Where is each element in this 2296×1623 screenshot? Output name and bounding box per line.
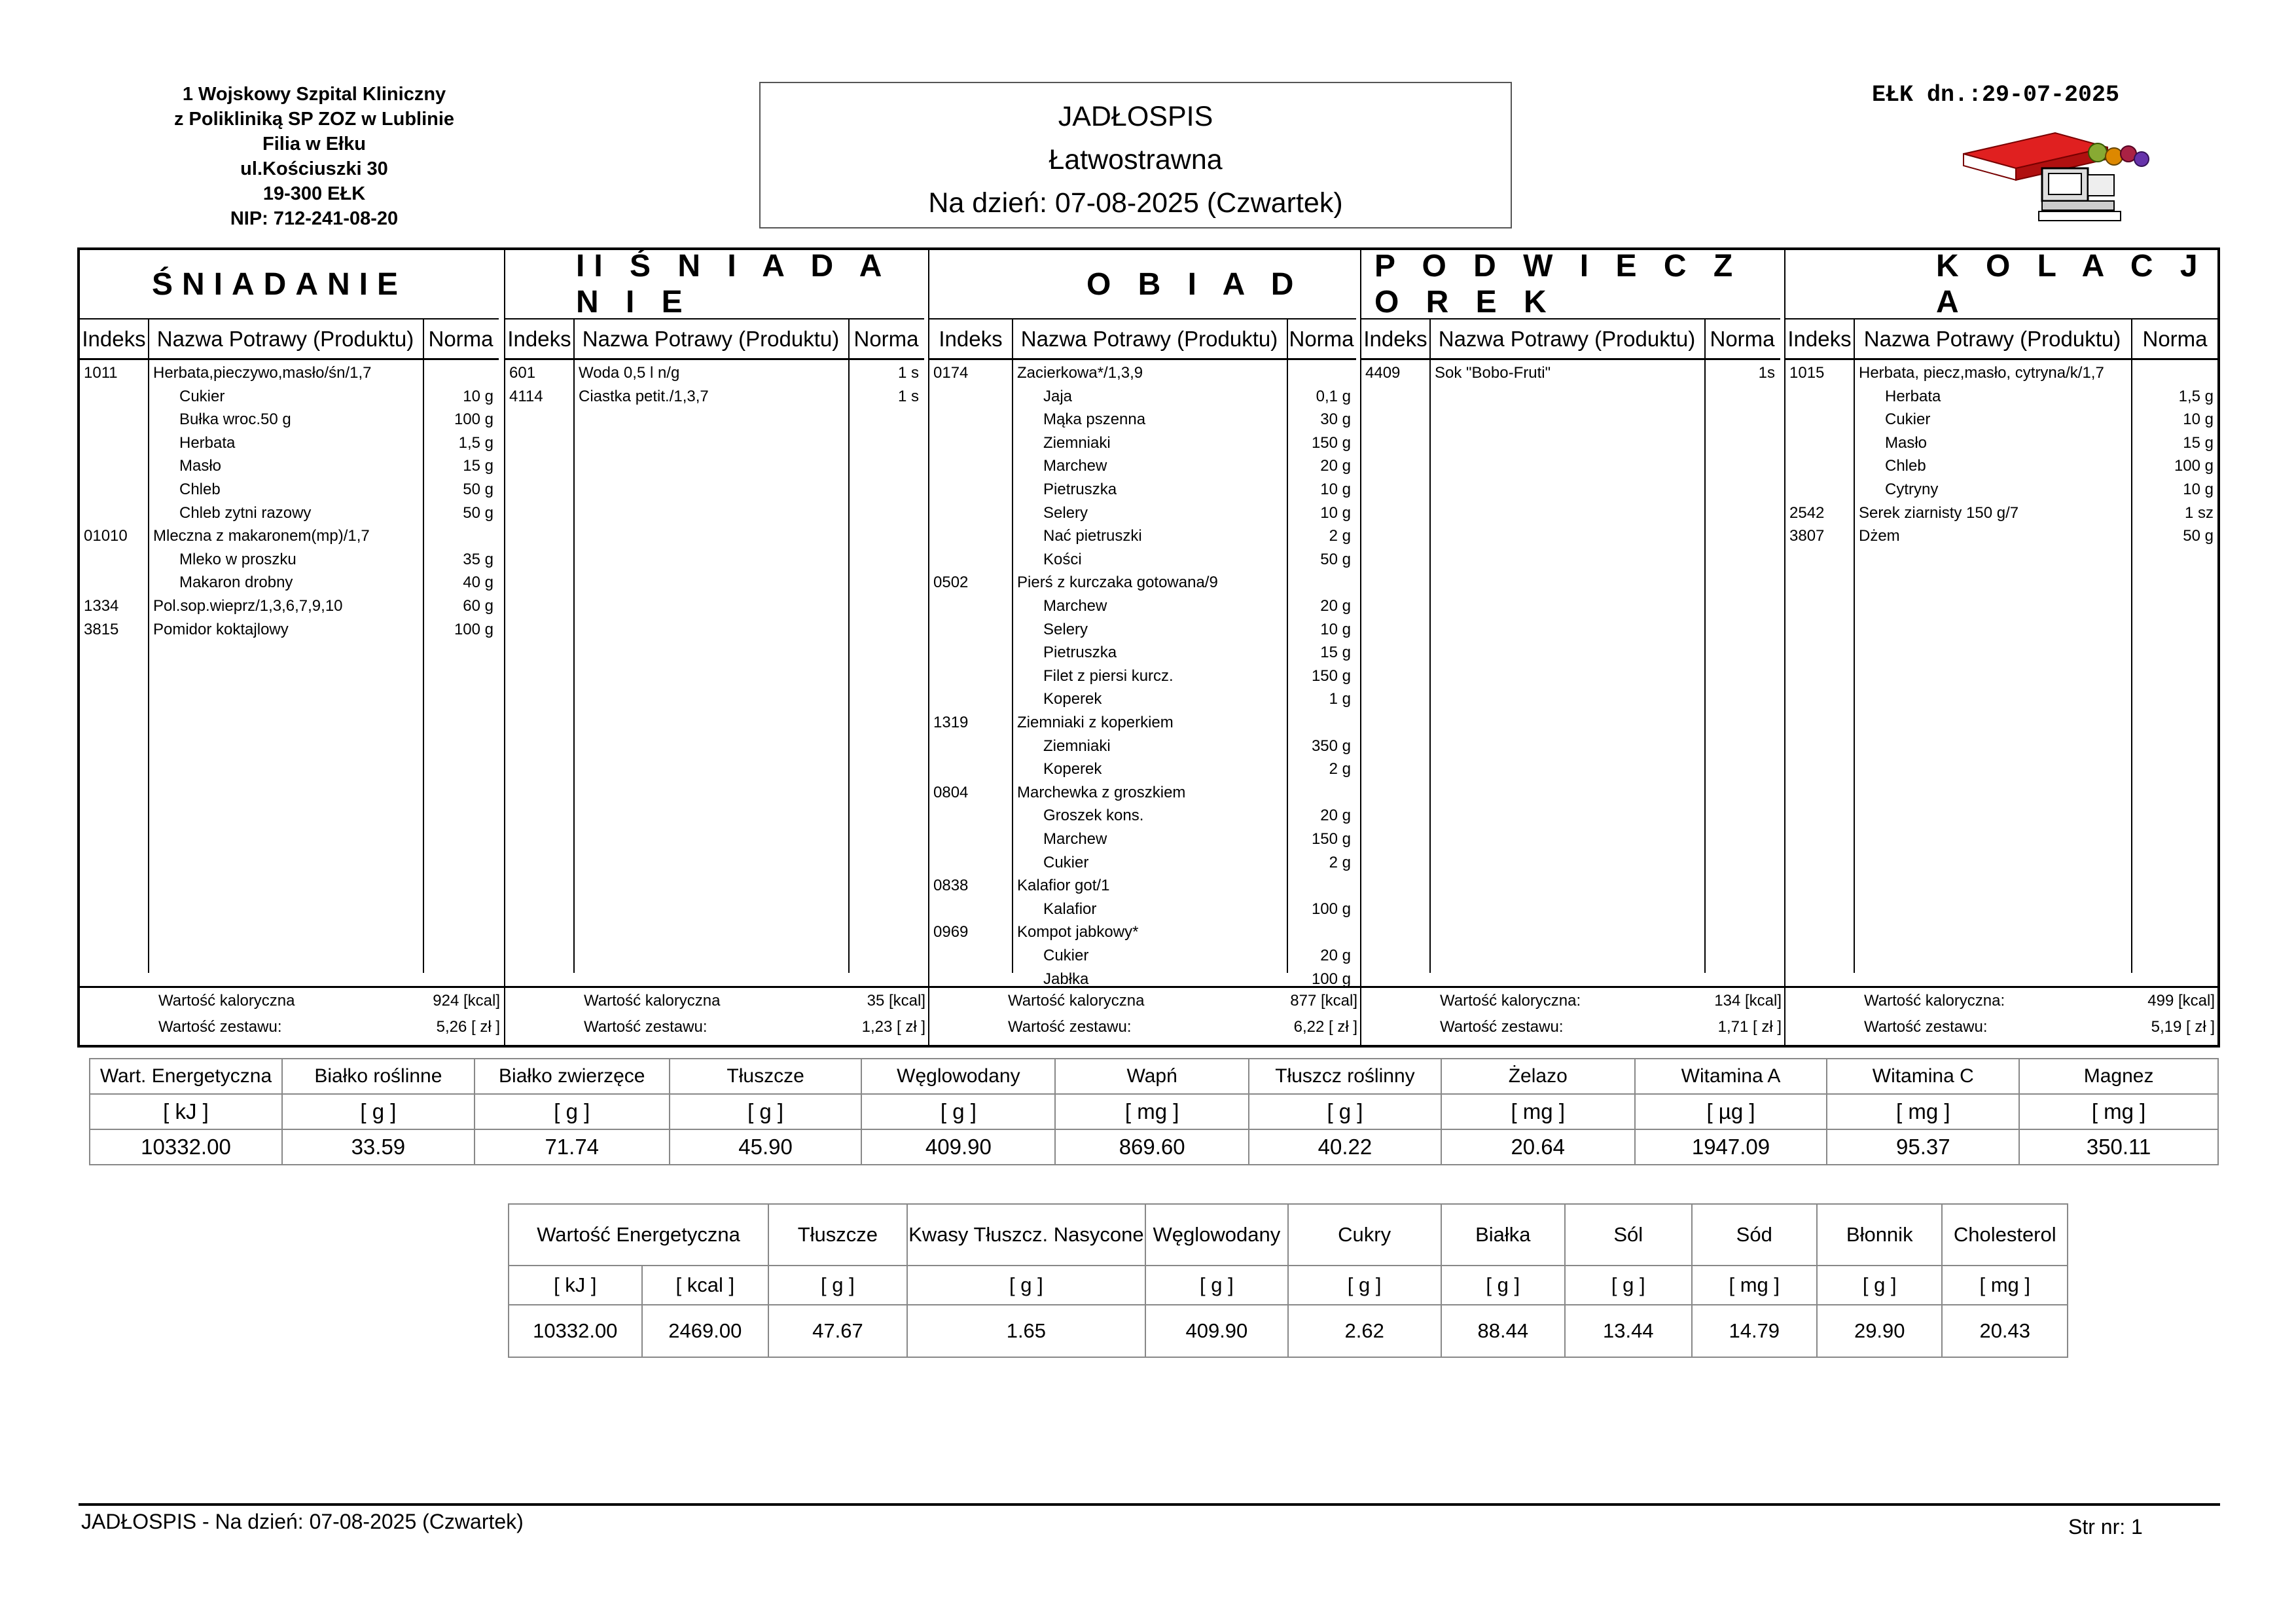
nutrients-header-row [90,1059,2218,1094]
nutrient-header: Żelazo [1441,1059,1635,1094]
ingredient-norm [1289,711,1351,735]
dish-index [933,594,1011,618]
column-divider [1287,318,1288,973]
fact-value: 20.43 [1942,1305,2068,1357]
cost-value: 1,71 [ zł ] [1717,1018,1782,1036]
column-header-name: Nazwa Potrawy (Produktu) [1854,318,2131,360]
hospital-line: ul.Kościuszki 30 [240,158,388,179]
nutrient-header: Białko roślinne [282,1059,475,1094]
dish-name: Dżem [1859,527,1900,545]
nutrient-header: Węglowodany [861,1059,1055,1094]
dish-index [84,431,147,455]
dish-index [1789,478,1852,501]
nutrient-value: 20.64 [1441,1129,1635,1165]
nutrient-header: Białko zwierzęce [475,1059,670,1094]
cost-label: Wartość zestawu: [584,1018,708,1036]
ingredient-norm: 40 g [463,574,493,592]
ingredient-norm: 1 s [897,387,919,405]
ingredient-norm: 100 g [1311,970,1351,988]
dish-index [933,687,1011,711]
book-computer-logo [1957,128,2173,226]
meal-title: O B I A D [1086,266,1303,302]
nutrient-unit: [ g ] [670,1094,862,1129]
column-divider [148,318,149,973]
dish-index: 0838 [933,877,969,895]
nutrition-facts-table [508,1203,2068,1358]
ingredient-norm: 150 g [1311,830,1351,848]
ingredient-name: Cukier [1043,853,1089,871]
calorie-value: 499 [kcal] [2147,992,2215,1010]
fact-unit: [ kJ ] [509,1266,642,1305]
dish-index: 1319 [933,714,969,731]
fact-unit: [ g ] [1145,1266,1288,1305]
nutrient-unit: [ mg ] [1441,1094,1635,1129]
dish-index [933,454,1011,478]
dish-index [84,454,147,478]
ingredient-norm: 10 g [1320,481,1351,498]
ingredient-norm: 150 g [1311,666,1351,685]
dish-index: 0502 [933,574,969,592]
hospital-line: 19-300 EŁK [262,183,366,204]
ingredient-norm: 100 g [2174,457,2214,475]
dish-name: Serek ziarnisty 150 g/7 [1859,503,2019,522]
column-header-norm: Norma [423,318,499,360]
ingredient-norm: 1 g [1329,690,1351,708]
ingredient-name: Ziemniaki [1043,737,1111,755]
hospital-line: 1 Wojskowy Szpital Kliniczny [182,84,446,105]
ingredient-norm [2134,361,2214,385]
ingredient-norm: 1 s [897,364,919,382]
ingredient-norm: 10 g [463,387,493,405]
dish-index: 2542 [1789,503,1825,522]
dish-name: Pomidor koktajlowy [153,620,289,638]
ingredient-name: Masło [179,457,222,475]
ingredient-norm: 15 g [463,457,493,475]
ingredient-name: Filet z piersi kurcz. [1043,666,1174,685]
ingredient-name: Koperek [1043,690,1102,708]
dish-index: 3807 [1789,527,1825,545]
dish-name: Kalafior got/1 [1017,877,1110,895]
ingredient-name: Jaja [1043,387,1073,405]
facts-value-row [509,1305,2068,1357]
ingredient-norm [1289,921,1351,944]
dish-index [933,548,1011,572]
cost-value: 5,19 [ zł ] [2151,1018,2215,1036]
cost-value: 5,26 [ zł ] [436,1018,500,1036]
hospital-address [118,82,511,231]
nutrient-value: 409.90 [861,1129,1055,1165]
column-header-index: Indeks [1785,318,1854,360]
fact-unit: [ g ] [1288,1266,1441,1305]
footer-divider [79,1503,2220,1506]
ingredient-norm: 50 g [463,481,493,498]
dish-index [933,618,1011,642]
ingredient-name: Marchew [1043,830,1107,848]
column-header-index: Indeks [80,318,148,360]
ingredient-name: Pietruszka [1043,644,1117,662]
column-header-norm: Norma [848,318,924,360]
issue-date: EŁK dn.:29-07-2025 [1872,82,2120,108]
dish-name: Woda 0,5 l n/g [579,364,680,382]
dish-index [933,944,1011,968]
ingredient-norm: 15 g [1320,644,1351,662]
ingredient-name: Masło [1885,433,1928,452]
dish-index: 4114 [509,387,543,405]
nutrient-value: 40.22 [1249,1129,1441,1165]
fact-header: Białka [1441,1204,1565,1266]
fact-header: Błonnik [1817,1204,1942,1266]
dish-index: 3815 [84,620,119,638]
calorie-value: 877 [kcal] [1290,992,1357,1010]
fact-value: 13.44 [1565,1305,1692,1357]
column-divider [848,318,850,973]
meal-summary [1361,986,1785,1045]
dish-index [1789,431,1852,455]
ingredient-name: Kości [1043,550,1082,568]
column-divider [1012,318,1013,973]
fact-header: Sód [1692,1204,1817,1266]
title-box [759,82,1512,228]
nutrient-unit: [ mg ] [2019,1094,2218,1129]
dish-name: Mleczna z makaronem(mp)/1,7 [153,527,370,545]
dish-index [1789,408,1852,431]
ingredient-name: Kalafior [1043,900,1097,918]
ingredient-norm [1289,571,1351,594]
nutrient-value: 95.37 [1827,1129,2019,1165]
dish-name: Pierś z kurczaka gotowana/9 [1017,574,1218,592]
fact-header: Tłuszcze [768,1204,907,1266]
column-divider [2131,318,2132,973]
ingredient-name: Mąka pszenna [1043,410,1146,429]
nutrient-unit: [ µg ] [1635,1094,1827,1129]
dish-index [933,804,1011,828]
dish-index [84,548,147,572]
fact-unit: [ mg ] [1692,1266,1817,1305]
nutrient-value: 71.74 [475,1129,670,1165]
ingredient-norm [425,361,493,385]
dish-index [84,571,147,594]
calorie-value: 924 [kcal] [433,992,500,1010]
dish-index [1789,454,1852,478]
ingredient-name: Jabłka [1043,970,1089,988]
dish-name: Ziemniaki z koperkiem [1017,714,1174,731]
fact-header: Cukry [1288,1204,1441,1266]
nutrients-unit-row [90,1094,2218,1129]
fact-header: Wartość Energetyczna [509,1204,768,1266]
dish-index: 4409 [1365,364,1401,382]
ingredient-norm: 50 g [463,503,493,522]
menu-table [77,247,2220,1048]
ingredient-name: Selery [1043,620,1088,638]
dish-index: 1011 [84,364,118,382]
dish-index [933,665,1011,688]
ingredient-norm [425,524,493,548]
menu-date: Na dzień: 07-08-2025 (Czwartek) [928,187,1343,219]
diet-name: Łatwostrawna [1049,144,1223,175]
column-header-name: Nazwa Potrawy (Produktu) [573,318,848,360]
dish-index [933,478,1011,501]
cost-label: Wartość zestawu: [1864,1018,1988,1036]
dish-index: 1015 [1789,364,1825,382]
ingredient-norm: 1,5 g [2178,387,2214,405]
nutrient-value: 33.59 [282,1129,475,1165]
dish-index [1789,385,1852,409]
ingredient-name: Herbata [179,433,236,452]
meal-section [1784,250,2217,1045]
ingredient-norm: 20 g [1320,807,1351,825]
dish-index [84,501,147,525]
ingredient-norm: 20 g [1320,457,1351,475]
dish-index: 0969 [933,923,969,941]
nutrients-table [89,1058,2219,1165]
nutrient-header: Tłuszcze [670,1059,862,1094]
meal-section [928,250,1360,1045]
meal-title: II Ś N I A D A N I E [576,249,890,319]
footer-title: JADŁOSPIS - Na dzień: 07-08-2025 (Czwartek) [81,1510,524,1533]
ingredient-name: Marchew [1043,597,1107,615]
nutrient-unit: [ g ] [282,1094,475,1129]
fact-unit: [ g ] [1441,1266,1565,1305]
nutrient-unit: [ g ] [1249,1094,1441,1129]
dish-index: 0804 [933,783,969,801]
ingredient-norm [1289,781,1351,805]
fact-value: 47.67 [768,1305,907,1357]
nutrient-value: 45.90 [670,1129,862,1165]
ingredient-name: Koperek [1043,760,1102,778]
column-divider [423,318,424,973]
nutrient-unit: [ g ] [861,1094,1055,1129]
ingredient-norm: 1s [1758,364,1775,382]
meal-title: ŚNIADANIE [152,266,408,302]
calorie-label: Wartość kaloryczna: [1440,992,1581,1010]
dish-index: 1334 [84,597,119,615]
dish-index [933,524,1011,548]
ingredient-norm: 20 g [1320,947,1351,964]
fact-unit: [ kcal ] [642,1266,769,1305]
column-header-index: Indeks [505,318,573,360]
facts-unit-row [509,1266,2068,1305]
nutrient-unit: [ mg ] [1055,1094,1249,1129]
nutrient-header: Witamina A [1635,1059,1827,1094]
cost-value: 6,22 [ zł ] [1293,1018,1357,1036]
ingredient-norm: 2 g [1329,527,1351,545]
nutrient-unit: [ mg ] [1827,1094,2019,1129]
column-header-name: Nazwa Potrawy (Produktu) [1429,318,1704,360]
ingredient-norm: 10 g [1320,503,1351,522]
dish-name: Pol.sop.wieprz/1,3,6,7,9,10 [153,597,343,615]
fact-value: 29.90 [1817,1305,1942,1357]
dish-name: Herbata,pieczywo,masło/śn/1,7 [153,364,372,382]
ingredient-name: Selery [1043,503,1088,522]
ingredient-norm: 30 g [1320,410,1351,429]
dish-name: Zacierkowa*/1,3,9 [1017,364,1143,382]
ingredient-name: Cukier [1043,947,1089,964]
ingredient-norm: 60 g [463,597,493,615]
ingredient-name: Cukier [179,387,225,405]
dish-index [933,851,1011,875]
ingredient-name: Pietruszka [1043,481,1117,498]
fact-value: 88.44 [1441,1305,1565,1357]
hospital-line: NIP: 712-241-08-20 [230,208,399,229]
fact-header: Kwasy Tłuszcz. Nasycone [907,1204,1145,1266]
nutrient-unit: [ g ] [475,1094,670,1129]
nutrient-value: 10332.00 [90,1129,282,1165]
ingredient-name: Cytryny [1885,481,1939,498]
ingredient-norm: 100 g [454,620,493,638]
dish-index: 601 [509,364,536,382]
calorie-label: Wartość kaloryczna [158,992,295,1010]
cost-label: Wartość zestawu: [1440,1018,1564,1036]
nutrient-header: Tłuszcz roślinny [1249,1059,1441,1094]
fact-value: 409.90 [1145,1305,1288,1357]
nutrient-header: Magnez [2019,1059,2218,1094]
ingredient-name: Cukier [1885,410,1931,429]
ingredient-name: Mleko w proszku [179,550,296,568]
column-header-name: Nazwa Potrawy (Produktu) [148,318,423,360]
ingredient-norm [1289,874,1351,898]
fact-header: Węglowodany [1145,1204,1288,1266]
column-header-name: Nazwa Potrawy (Produktu) [1012,318,1287,360]
ingredient-norm: 20 g [1320,597,1351,615]
ingredient-norm: 10 g [2183,410,2214,429]
column-header-norm: Norma [1704,318,1780,360]
dish-index [933,408,1011,431]
dish-index [933,641,1011,665]
dish-index: 0174 [933,364,969,382]
fact-header: Sól [1565,1204,1692,1266]
ingredient-name: Makaron drobny [179,574,293,592]
ingredient-norm: 1,5 g [458,433,493,452]
ingredient-norm: 100 g [454,410,493,429]
ingredient-norm: 10 g [2183,481,2214,498]
dish-name: Ciastka petit./1,3,7 [579,387,709,405]
ingredient-norm: 100 g [1311,900,1351,918]
cost-label: Wartość zestawu: [158,1018,282,1036]
ingredient-norm: 0,1 g [1316,387,1351,405]
fact-unit: [ g ] [1565,1266,1692,1305]
dish-index [933,431,1011,455]
page-title: JADŁOSPIS [1058,101,1213,132]
dish-index [84,385,147,409]
column-divider [573,318,575,973]
ingredient-norm: 2 g [1329,760,1351,778]
fact-value: 14.79 [1692,1305,1817,1357]
column-header-index: Indeks [1361,318,1429,360]
facts-header-row [509,1204,2068,1266]
meal-section [80,250,504,1045]
dish-name: Kompot jabkowy* [1017,923,1139,941]
hospital-line: Filia w Ełku [262,134,366,155]
nutrient-header: Wapń [1055,1059,1249,1094]
ingredient-norm: 1 sz [2184,503,2214,522]
ingredient-norm: 50 g [1320,550,1351,568]
nutrients-value-row [90,1129,2218,1165]
meal-summary [1785,986,2219,1045]
nutrient-header: Witamina C [1827,1059,2019,1094]
hospital-line: z Polikliniką SP ZOZ w Lublinie [173,109,455,130]
ingredient-name: Bułka wroc.50 g [179,410,291,429]
ingredient-name: Marchew [1043,457,1107,475]
fact-value: 10332.00 [509,1305,642,1357]
ingredient-name: Chleb [1885,457,1926,475]
cost-label: Wartość zestawu: [1008,1018,1132,1036]
meal-section [1360,250,1784,1045]
dish-name: Herbata, piecz,masło, cytryna/k/1,7 [1859,364,2104,382]
fact-header: Cholesterol [1942,1204,2068,1266]
meal-summary [929,986,1361,1045]
column-header-index: Indeks [929,318,1012,360]
nutrient-value: 1947.09 [1635,1129,1827,1165]
meal-title: K O L A C J A [1936,249,2207,319]
dish-index [933,898,1011,921]
ingredient-name: Herbata [1885,387,1941,405]
fact-unit: [ g ] [768,1266,907,1305]
fact-unit: [ g ] [907,1266,1145,1305]
dish-index [933,385,1011,409]
column-divider [1704,318,1706,973]
dish-index [933,757,1011,781]
dish-index [933,501,1011,525]
meal-title: P O D W I E C Z O R E K [1374,249,1742,319]
dish-index [933,735,1011,758]
ingredient-name: Ziemniaki [1043,433,1111,452]
dish-name: Sok "Bobo-Fruti" [1435,364,1551,382]
meal-section [504,250,928,1045]
dish-name: Marchewka z groszkiem [1017,783,1186,801]
ingredient-norm: 2 g [1329,853,1351,871]
ingredient-name: Groszek kons. [1043,807,1144,825]
nutrient-value: 350.11 [2019,1129,2218,1165]
ingredient-norm: 15 g [2183,433,2214,452]
dish-index: 01010 [84,527,128,545]
fact-value: 1.65 [907,1305,1145,1357]
calorie-value: 35 [kcal] [867,992,925,1010]
ingredient-norm: 150 g [1311,433,1351,452]
ingredient-norm: 10 g [1320,620,1351,638]
ingredient-name: Nać pietruszki [1043,527,1142,545]
column-header-norm: Norma [2131,318,2219,360]
ingredient-name: Chleb [179,481,221,498]
page-number: Str nr: 1 [2068,1515,2143,1539]
meal-summary [505,986,929,1045]
cost-value: 1,23 [ zł ] [861,1018,925,1036]
calorie-label: Wartość kaloryczna: [1864,992,2005,1010]
ingredient-norm: 350 g [1311,737,1351,755]
dish-index [933,828,1011,851]
column-header-norm: Norma [1287,318,1356,360]
fact-value: 2.62 [1288,1305,1441,1357]
dish-index [84,408,147,431]
ingredient-norm: 35 g [463,550,493,568]
ingredient-norm: 50 g [2183,527,2214,545]
column-divider [1854,318,1855,973]
dish-index [84,478,147,501]
ingredient-name: Chleb zytni razowy [179,503,312,522]
nutrient-header: Wart. Energetyczna [90,1059,282,1094]
meal-summary [80,986,504,1045]
column-divider [1429,318,1431,973]
nutrient-unit: [ kJ ] [90,1094,282,1129]
ingredient-norm [1289,361,1351,385]
fact-unit: [ mg ] [1942,1266,2068,1305]
calorie-label: Wartość kaloryczna [1008,992,1145,1010]
fact-unit: [ g ] [1817,1266,1942,1305]
fact-value: 2469.00 [642,1305,769,1357]
calorie-value: 134 [kcal] [1714,992,1782,1010]
nutrient-value: 869.60 [1055,1129,1249,1165]
calorie-label: Wartość kaloryczna [584,992,721,1010]
